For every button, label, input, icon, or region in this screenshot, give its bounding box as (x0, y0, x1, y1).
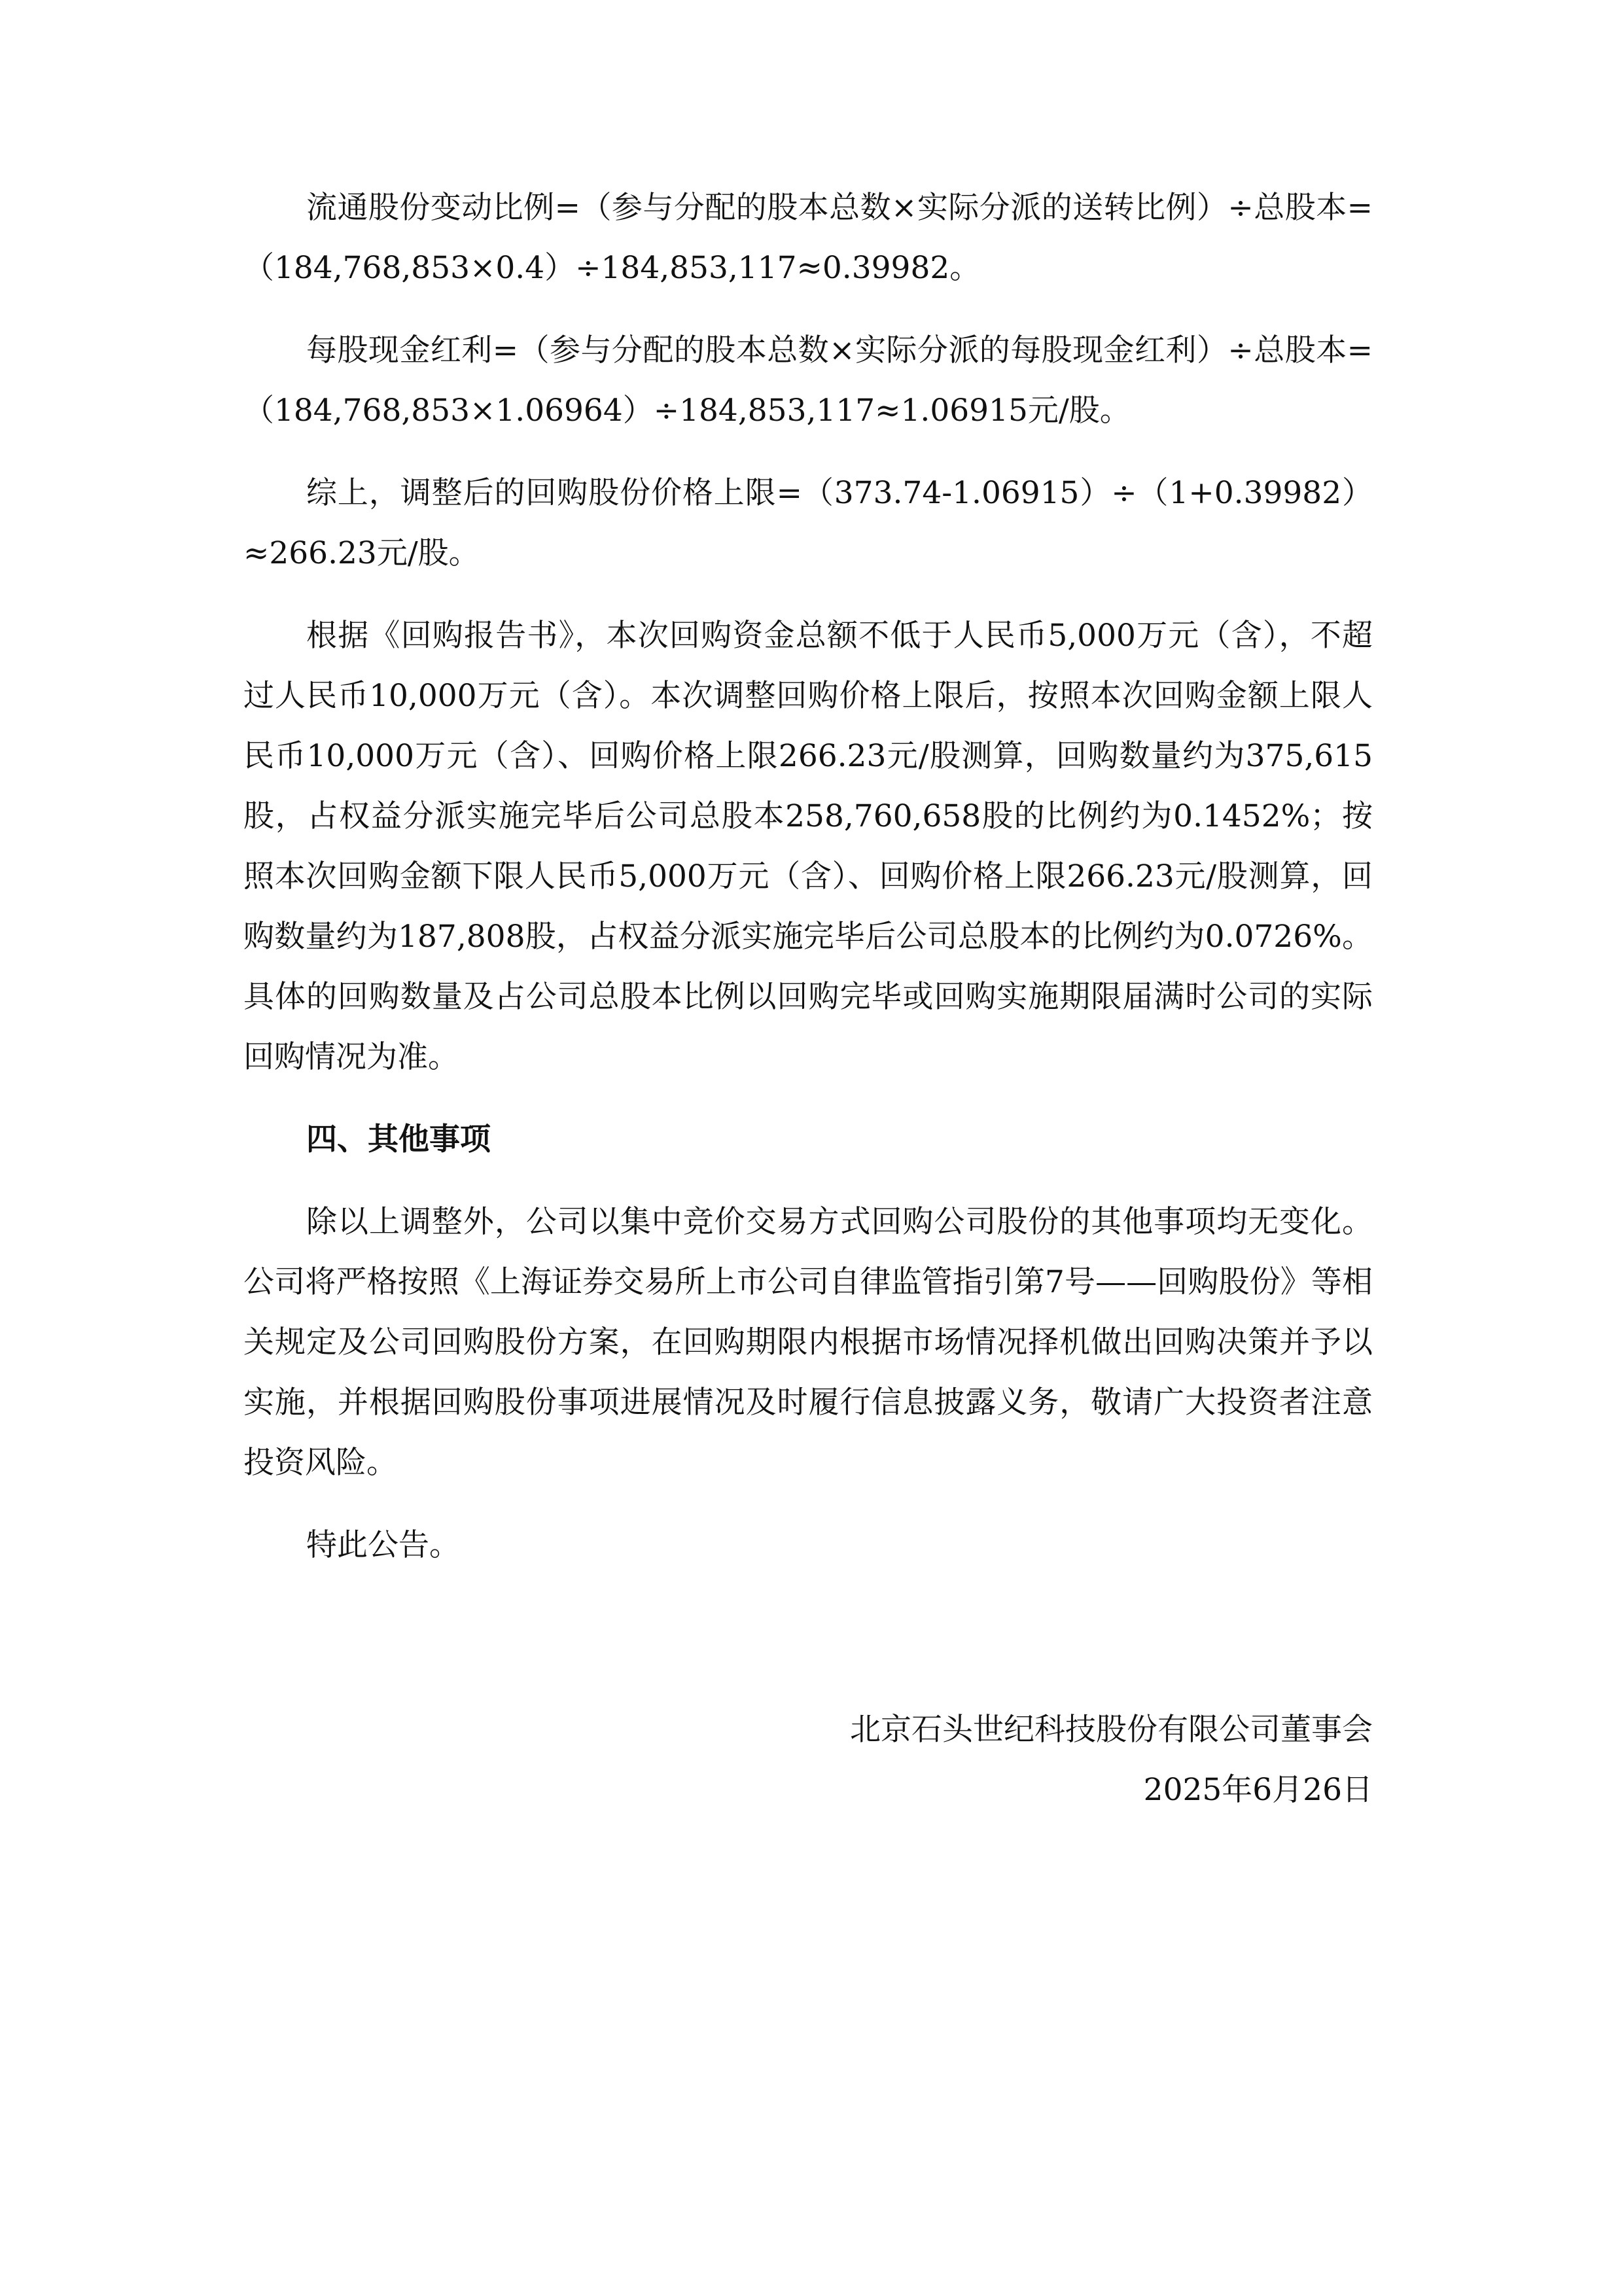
document-body (243, 178, 1373, 1598)
paragraph-closing: 特此公告。 (306, 1527, 460, 1563)
signature-company: 北京石头世纪科技股份有限公司董事会 (850, 1712, 1373, 1748)
paragraph-repurchase-amount: 根据《回购报告书》，本次回购资金总额不低于人民币5,000万元（含），不超过人民币10,000万元（含）。本次调整回购价格上限后，按照本次回购金额上限人民币10,000万元（含）、回购价格上限266.23元/股测算，回购数量约为375,615股，占权益分派实施完毕后公司总股本258,760,658股的比例约为0.1452%；按照本次回购金额下限人民币5,000万元（含）、回购价格上限266.23元/股测算，回购数量约为187,808股，占权益分派实施完毕后公司总股本的比例约为0.0726%。具体的回购数量及占公司总股本比例以回购完毕或回购实施期限届满时公司的实际回购情况为准。 (243, 618, 1373, 1075)
paragraph-other-matters: 除以上调整外，公司以集中竞价交易方式回购公司股份的其他事项均无变化。公司将严格按照《上海证券交易所上市公司自律监管指引第7号——回购股份》等相关规定及公司回购股份方案，在回购期限内根据市场情况择机做出回购决策并予以实施，并根据回购股份事项进展情况及时履行信息披露义务，敬请广大投资者注意投资风险。 (243, 1204, 1373, 1481)
paragraph-float-share-ratio: 流通股份变动比例=（参与分配的股本总数×实际分派的送转比例）÷总股本=（184,768,853×0.4）÷184,853,117≈0.39982。 (243, 190, 1373, 286)
signature-block (243, 1700, 1373, 1820)
section-heading: 四、其他事项 (306, 1122, 491, 1157)
signature-date: 2025年6月26日 (1143, 1772, 1373, 1808)
paragraph-cash-dividend: 每股现金红利=（参与分配的股本总数×实际分派的每股现金红利）÷总股本=（184,768,853×1.06964）÷184,853,117≈1.06915元/股。 (243, 332, 1373, 429)
paragraph-price-cap: 综上，调整后的回购股份价格上限=（373.74-1.06915）÷（1+0.39982）≈266.23元/股。 (243, 475, 1373, 571)
